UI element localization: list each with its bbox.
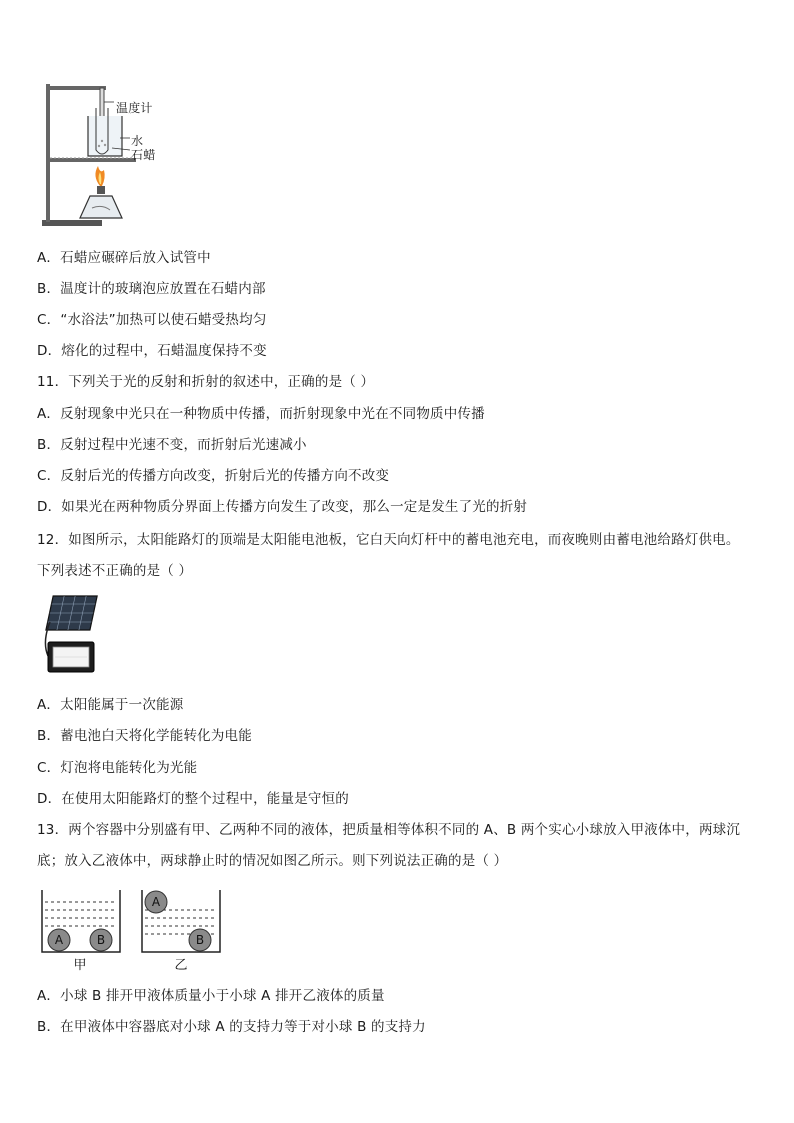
q11-option-a: A．反射现象中光只在一种物质中传播，而折射现象中光在不同物质中传播 <box>37 406 485 422</box>
q10-option-c: C．“水浴法”加热可以使石蜡受热均匀 <box>37 312 267 328</box>
ball-b-left <box>90 929 112 951</box>
q12-stem-line1: 12．如图所示，太阳能路灯的顶端是太阳能电池板，它白天向灯杆中的蓄电池充电，而夜晚则由蓄电池给路灯供电。 <box>37 532 740 548</box>
q13-option-b: B．在甲液体中容器底对小球 A 的支持力等于对小球 B 的支持力 <box>37 1019 426 1035</box>
q11-stem: 11．下列关于光的反射和折射的叙述中，正确的是（ ） <box>37 374 375 390</box>
q13-stem-line1: 13．两个容器中分别盛有甲、乙两种不同的液体，把质量相等体积不同的 A、B 两个实心小球放入甲液体中，两球沉 <box>37 822 741 838</box>
q11-option-c: C．反射后光的传播方向改变，折射后光的传播方向不改变 <box>37 468 390 484</box>
q10-option-d: D．熔化的过程中，石蜡温度保持不变 <box>37 343 267 359</box>
q12-stem-line2: 下列表述不正确的是（ ） <box>37 563 193 579</box>
ball-b-right <box>189 929 211 951</box>
wax-label: 石蜡 <box>131 148 156 162</box>
ball-b-left-label: B <box>96 933 106 947</box>
thermometer-label: 温度计 <box>116 101 153 115</box>
q10-option-a: A．石蜡应碾碎后放入试管中 <box>37 250 211 266</box>
q11-option-d: D．如果光在两种物质分界面上传播方向发生了改变，那么一定是发生了光的折射 <box>37 499 528 515</box>
q12-option-c: C．灯泡将电能转化为光能 <box>37 760 198 776</box>
two-containers-figure <box>36 882 226 972</box>
ball-a-left <box>48 929 70 951</box>
ball-b-right-label: B <box>195 933 205 947</box>
q12-option-a: A．太阳能属于一次能源 <box>37 697 184 713</box>
solar-light-figure <box>40 592 102 678</box>
left-container-caption: 甲 <box>73 958 87 972</box>
ball-a-right <box>145 891 167 913</box>
q11-option-b: B．反射过程中光速不变，而折射后光速减小 <box>37 437 307 453</box>
q12-option-d: D．在使用太阳能路灯的整个过程中，能量是守恒的 <box>37 791 349 807</box>
ball-a-left-label: A <box>54 933 64 947</box>
q13-option-a: A．小球 B 排开甲液体质量小于小球 A 排开乙液体的质量 <box>37 988 385 1004</box>
ball-a-right-label: A <box>151 895 161 909</box>
water-label: 水 <box>131 134 144 148</box>
q13-stem-line2: 底；放入乙液体中，两球静止时的情况如图乙所示。则下列说法正确的是（ ） <box>37 853 508 869</box>
right-container-caption: 乙 <box>174 958 188 972</box>
q12-option-b: B．蓄电池白天将化学能转化为电能 <box>37 728 252 744</box>
q10-option-b: B．温度计的玻璃泡应放置在石蜡内部 <box>37 281 266 297</box>
